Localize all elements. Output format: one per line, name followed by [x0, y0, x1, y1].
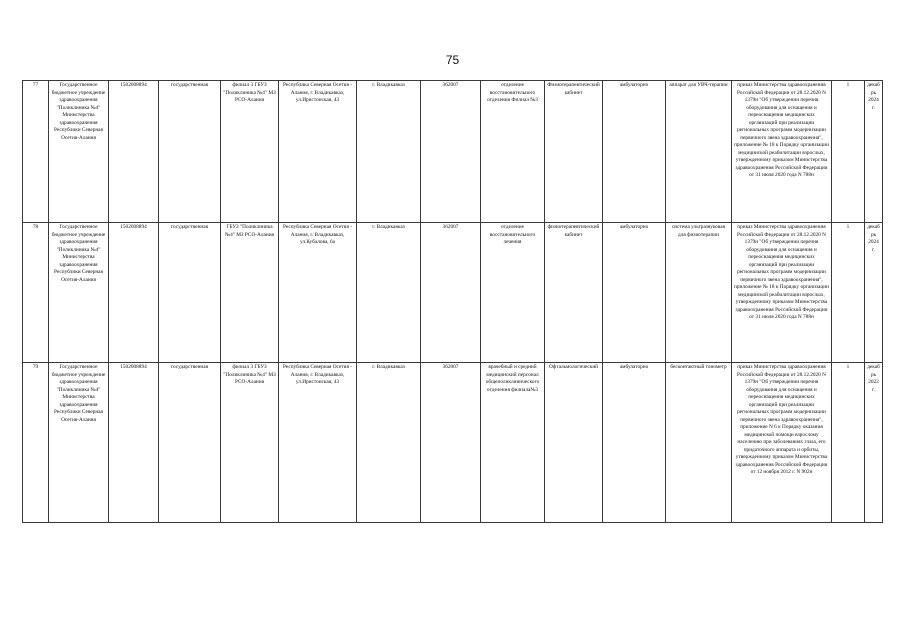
address: Республика Северная Осетия - Алания, г. Владикавказ, ул.Иристонская, 43 [279, 363, 357, 523]
order-reference: приказ Министерства здравоохранения Российской Федерации от 28.12.2020 N 1379н "Об утверждении перечня оборудования для оснащения и переоснащения медицинских организаций при реализации региональных программ модернизации первичного звена здравоохранения", приложение № 18 к Порядку организации медицинской реабилитации взрослых, утвержденному приказом Министерства здравоохранения Российской Федерации от 31 июля 2020 года N 788н [732, 81, 832, 223]
ownership-form: государственная [159, 223, 221, 363]
city: г. Владикавказ [357, 223, 421, 363]
care-type: амбулаторно [603, 223, 666, 363]
delivery-date: декабрь 2024 г. [865, 223, 883, 363]
table-row [23, 363, 883, 523]
ogrn-code: 1502008894 [109, 81, 159, 223]
row-number: 79 [23, 363, 49, 523]
department: врачебный и средний медицинский персонал общеполиклинического отделения филиала№3 [481, 363, 545, 523]
equipment-name: система ультразвуковая для физиотерапии [666, 223, 732, 363]
department: отделение восстановительного лечения [481, 223, 545, 363]
room: Офтальмологический [545, 363, 603, 523]
care-type: амбулаторно [603, 81, 666, 223]
room: Физиотерапевтический кабинет [545, 81, 603, 223]
delivery-date: декабрь 2024 г. [865, 81, 883, 223]
table-row [23, 81, 883, 223]
order-reference: приказ Министерства здравоохранения Российской Федерации от 28.12.2020 N 1379н "Об утверждении перечня оборудования для оснащения и переоснащения медицинских организаций при реализации региональных программ модернизации первичного звена здравоохранения", приложение N 6 к Порядку оказания медицинской помощи взрослому населению при заболеваниях глаза, его придаточного аппарата и орбиты, утвержденному приказом Министерства здравоохранения Российской Федерации от 12 ноября 2012 г. N 902н [732, 363, 832, 523]
quantity: 1 [832, 81, 865, 223]
address: Республика Северная Осетия - Алания, г. Владикавказ, ул.Кубалова, 6а [279, 223, 357, 363]
postal-index: 362007 [421, 223, 481, 363]
room: физиотерапевтический кабинет [545, 223, 603, 363]
table-row [23, 223, 883, 363]
quantity: 1 [832, 363, 865, 523]
postal-index: 362007 [421, 81, 481, 223]
organization-name: Государственное бюджетное учреждение здравоохранения "Поликлиника №4" Министерства здравоохранения Республики Северная Осетия-Алания [49, 363, 109, 523]
ownership-form: государственная [159, 81, 221, 223]
care-type: амбулаторно [603, 363, 666, 523]
branch-name: ГБУЗ "Поликлиника №4" МЗ РСО-Алания [221, 223, 279, 363]
branch-name: филиал 3 ГБУЗ "Поликлиника №4" МЗ РСО-Алания [221, 363, 279, 523]
equipment-name: бесконтактный тонометр [666, 363, 732, 523]
delivery-date: декабрь 2022 г. [865, 363, 883, 523]
quantity: 1 [832, 223, 865, 363]
equipment-name: аппарат для УВЧ-терапии [666, 81, 732, 223]
ogrn-code: 1502008894 [109, 363, 159, 523]
organization-name: Государственное бюджетное учреждение здравоохранения "Поликлиника №4" Министерства здравоохранения Республики Северная Осетия-Алания [49, 223, 109, 363]
ogrn-code: 1502008894 [109, 223, 159, 363]
department: отделение восстановительного отделения Филиал №3 [481, 81, 545, 223]
page-number: 75 [445, 53, 460, 67]
organization-name: Государственное бюджетное учреждение здравоохранения "Поликлиника №4" Министерства здравоохранения Республики Северная Осетия-Алания [49, 81, 109, 223]
postal-index: 362007 [421, 363, 481, 523]
row-number: 77 [23, 81, 49, 223]
city: г. Владикавказ [357, 81, 421, 223]
row-number: 78 [23, 223, 49, 363]
ownership-form: государственная [159, 363, 221, 523]
order-reference: приказ Министерства здравоохранения Российской Федерации от 28.12.2020 N 1379н "Об утверждении перечня оборудования для оснащения и переоснащения медицинских организаций при реализации региональных программ модернизации первичного звена здравоохранения", приложение № 18 к Порядку организации медицинской реабилитации взрослых, утвержденному приказом Министерства здравоохранения Российской Федерации от 31 июля 2020 года N 788н [732, 223, 832, 363]
address: Республика Северная Осетия - Алания, г. Владикавказ, ул.Иристонская, 43 [279, 81, 357, 223]
equipment-table [22, 80, 883, 523]
city: г. Владикавказ [357, 363, 421, 523]
branch-name: филиал 3 ГБУЗ "Поликлиника №4" МЗ РСО-Алания [221, 81, 279, 223]
